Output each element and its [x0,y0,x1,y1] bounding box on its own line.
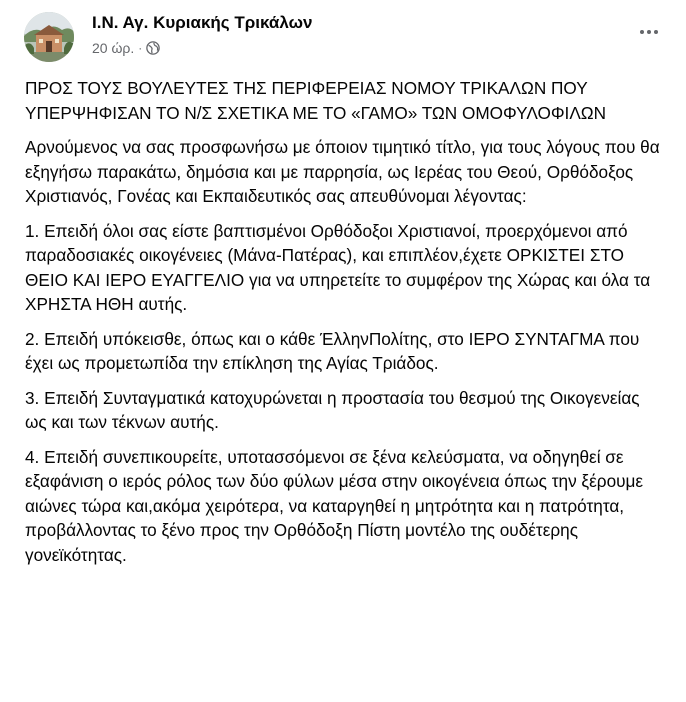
post-timestamp[interactable]: 20 ώρ. [92,40,135,56]
post-paragraph-intro: Αρνούμενος να σας προσφωνήσω με όποιον τιμητικό τίτλο, για τους λόγους που θα εξηγήσω παρακάτω, δημόσια και με παρρησία, ως Ιερέας του Θεού, Ορθόδοξος Χριστιανός, Γονέας και Εκπαιδευτικός σας απευθύνομαι λέγοντας: [25,137,660,206]
church-photo-icon [24,12,74,62]
post-header [16,12,670,62]
post-paragraph-4: 4. Επειδή συνεπικουρείτε, υποτασσόμενοι σε ξένα κελεύσματα, να οδηγηθεί σε εξαφάνιση ο ιερός ρόλος των δύο φύλων μέσα στην οικογένεια όπως την ξέρουμε αιώνες τώρα και,ακόμα χειρότερα, να καταργηθεί η μητρότητα και η πατρότητα, προβάλλοντας το ξένο προς την Ορθόδοξη Πίστη μοντέλο της ουδέτερης γονεϊκότητας. [25,446,644,565]
globe-icon[interactable] [146,41,160,55]
more-dot [647,30,651,34]
post-paragraph-1: 1. Επειδή όλοι σας είστε βαπτισμένοι Ορθόδοξοι Χριστιανοί, προερχόμενοι από παραδοσιακές οικογένειες (Μάνα-Πατέρας), και επιπλέον,έχετε ΟΡΚΙΣΤΕΙ ΣΤΟ ΘΕΙΟ ΚΑΙ ΙΕΡΟ ΕΥΑΓΓΕΛΙΟ για να υπηρετείτε το συμφέρον της Χώρας και όλα τα ΧΡΗΣΤΑ ΗΘΗ αυτής. [25,220,651,314]
post-body [25,76,665,577]
more-dot [640,30,644,34]
post-heading: ΠΡΟΣ ΤΟΥΣ ΒΟΥΛΕΥΤΕΣ ΤΗΣ ΠΕΡΙΦΕΡΕΙΑΣ ΝΟΜΟΥ ΤΡΙΚΑΛΩΝ ΠΟΥ ΥΠΕΡΨΗΦΙΣΑΝ ΤΟ Ν/Σ ΣΧΕΤΙΚΑ ΜΕ ΤΟ «ΓΑΜΟ» ΤΩΝ ΟΜΟΦΥΛΟΦΙΛΩΝ [25,78,607,123]
more-options-icon[interactable] [634,22,664,42]
post-paragraph-2: 2. Επειδή υπόκεισθε, όπως και ο κάθε ΈλληνΠολίτης, στο ΙΕΡΟ ΣΥΝΤΑΓΜΑ που έχει ως προμετωπίδα την επίκληση της Αγίας Τριάδος. [25,328,640,373]
more-dot [654,30,658,34]
post-meta [92,40,160,56]
page-avatar[interactable] [24,12,74,62]
page-name-link[interactable]: Ι.Ν. Αγ. Κυριακής Τρικάλων [92,13,313,32]
post-paragraph-3: 3. Επειδή Συνταγματικά κατοχυρώνεται η προστασία του θεσμού της Οικογενείας ως και των τέκνων αυτής. [25,387,640,432]
meta-separator: · [138,41,143,55]
